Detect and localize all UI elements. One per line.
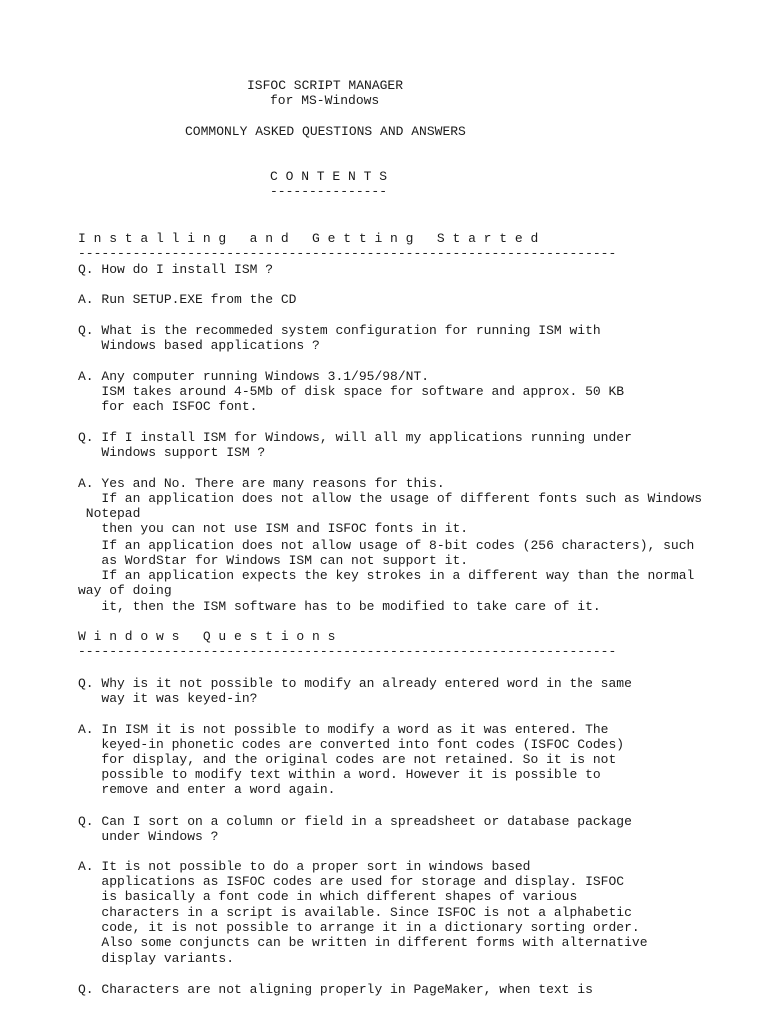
- question: Q. Can I sort on a column or field in a spreadsheet or database package: [78, 814, 632, 829]
- answer-continued: as WordStar for Windows ISM can not support it.: [78, 553, 469, 568]
- answer-continued: characters in a script is available. Since ISFOC is not a alphabetic: [78, 905, 632, 920]
- question-continued: way it was keyed-in?: [78, 691, 258, 706]
- answer-continued: display variants.: [78, 951, 235, 966]
- answer: A. Any computer running Windows 3.1/95/98/NT.: [78, 369, 430, 384]
- answer-continued: Also some conjuncts can be written in different forms with alternative: [78, 935, 648, 950]
- contents-underline: ---------------: [270, 184, 388, 199]
- answer-continued: remove and enter a word again.: [78, 782, 336, 797]
- answer-continued: If an application does not allow the usage of different fonts such as Windows: [78, 491, 703, 506]
- answer-continued: code, it is not possible to arrange it in a dictionary sorting order.: [78, 920, 640, 935]
- answer-continued: keyed-in phonetic codes are converted into font codes (ISFOC Codes): [78, 737, 625, 752]
- answer: A. In ISM it is not possible to modify a word as it was entered. The: [78, 722, 609, 737]
- question: Q. How do I install ISM ?: [78, 262, 274, 277]
- doc-subtitle: COMMONLY ASKED QUESTIONS AND ANSWERS: [185, 124, 466, 139]
- answer-continued: applications as ISFOC codes are used for storage and display. ISFOC: [78, 874, 625, 889]
- answer-continued: for each ISFOC font.: [78, 399, 258, 414]
- answer-continued: for display, and the original codes are not retained. So it is not: [78, 752, 617, 767]
- answer-continued: ISM takes around 4-5Mb of disk space for software and approx. 50 KB: [78, 384, 625, 399]
- question: Q. What is the recommeded system configuration for running ISM with: [78, 323, 601, 338]
- question-continued: Windows based applications ?: [78, 338, 320, 353]
- answer-continued: If an application does not allow usage of 8-bit codes (256 characters), such: [78, 538, 695, 553]
- answer: A. Run SETUP.EXE from the CD: [78, 292, 297, 307]
- answer: A. Yes and No. There are many reasons for this.: [78, 476, 445, 491]
- answer-continued: Notepad: [78, 506, 141, 521]
- question-continued: Windows support ISM ?: [78, 445, 266, 460]
- contents-heading: C O N T E N T S: [270, 169, 388, 184]
- question: Q. If I install ISM for Windows, will all my applications running under: [78, 430, 632, 445]
- answer-continued: If an application expects the key strokes in a different way than the normal: [78, 568, 695, 583]
- question: Q. Why is it not possible to modify an already entered word in the same: [78, 676, 632, 691]
- doc-title-platform: for MS-Windows: [270, 93, 380, 108]
- section-underline-windows: ---------------------------------------------------------------------: [78, 644, 617, 659]
- answer-continued: is basically a font code in which different shapes of various: [78, 889, 578, 904]
- doc-title: ISFOC SCRIPT MANAGER: [247, 78, 404, 93]
- answer-continued: possible to modify text within a word. However it is possible to: [78, 767, 601, 782]
- question: Q. Characters are not aligning properly in PageMaker, when text is: [78, 982, 593, 997]
- answer-continued: way of doing: [78, 583, 172, 598]
- answer-continued: it, then the ISM software has to be modified to take care of it.: [78, 599, 601, 614]
- answer: A. It is not possible to do a proper sort in windows based: [78, 859, 531, 874]
- section-underline-installing: ---------------------------------------------------------------------: [78, 246, 617, 261]
- section-heading-windows: W i n d o w s Q u e s t i o n s: [78, 629, 336, 644]
- question-continued: under Windows ?: [78, 829, 219, 844]
- section-heading-installing: I n s t a l l i n g a n d G e t t i n g S t a r t e d: [78, 231, 539, 246]
- answer-continued: then you can not use ISM and ISFOC fonts in it.: [78, 521, 469, 536]
